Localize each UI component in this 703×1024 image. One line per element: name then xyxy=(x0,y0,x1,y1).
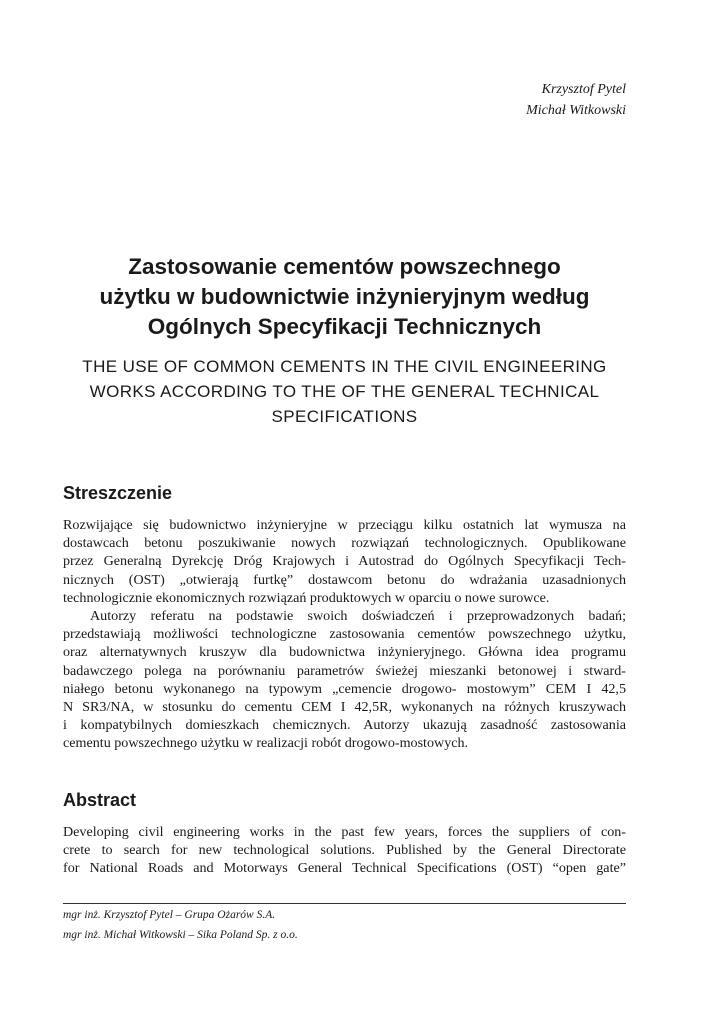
footnote-divider xyxy=(63,903,626,904)
text-line: Rozwijające się budownictwo inżynieryjne w przeciągu kilku ostatnich lat wymusza na xyxy=(63,517,626,533)
footnote: mgr inż. Michał Witkowski – Sika Poland Sp. z o.o. xyxy=(63,929,298,941)
text-line: Autorzy referatu na podstawie swoich doświadczeń i przeprowadzonych badań; xyxy=(90,607,626,624)
abstract-heading: Abstract xyxy=(63,790,137,810)
text-line: nicznych (OST) „otwierają furtkę” dostawcom betonu do wdrażania uzasadnionych xyxy=(63,571,626,588)
text-line: cementu powszechnego użytku w realizacji robót drogowo-mostowych. xyxy=(63,735,469,752)
abstract-paragraph xyxy=(63,823,626,878)
text-line: przez Generalną Dyrekcję Dróg Krajowych i Autostrad do Ogólnych Specyfikacji Tech- xyxy=(63,553,626,570)
paper-title-english-line: WORKS ACCORDING TO THE OF THE GENERAL TECHNICAL xyxy=(89,382,600,401)
authors-block xyxy=(526,79,626,121)
text-line: przedstawiają możliwości technologiczne zastosowania cementów powszechnego użytku, xyxy=(63,626,626,643)
paper-title-english xyxy=(61,354,628,429)
text-line: i kompatybilnych domieszkach chemicznych. Autorzy ukazują zasadność zastosowania xyxy=(63,717,626,734)
text-line: for National Roads and Motorways General Technical Specifications (OST) “open gate” xyxy=(63,860,626,877)
text-line: crete to search for new technological solutions. Published by the General Directorate xyxy=(63,842,626,859)
author-name: Michał Witkowski xyxy=(526,103,626,118)
text-line: Developing civil engineering works in the past few years, forces the suppliers of con- xyxy=(63,824,626,840)
author-name: Krzysztof Pytel xyxy=(541,82,626,97)
paper-title-line: użytku w budownictwie inżynieryjnym według xyxy=(99,284,590,309)
footnotes xyxy=(63,905,298,945)
text-line: N SR3/NA, w stosunku do cementu CEM I 42,5R, wykonanych na różnych kruszywach xyxy=(63,698,626,715)
paper-title-line: Ogólnych Specyfikacji Technicznych xyxy=(147,314,542,339)
text-line: technologicznie ekonomicznych rozwiązań produktowych w oparciu o nowe surowce. xyxy=(63,589,550,606)
text-line: badawczego polega na porównaniu parametrów świeżej mieszanki betonowej i stward- xyxy=(63,662,626,679)
text-line: dostawcach betonu poszukiwanie nowych rozwiązań technologicznych. Opublikowane xyxy=(63,535,626,552)
paper-title-english-line: THE USE OF COMMON CEMENTS IN THE CIVIL ENGINEERING xyxy=(82,357,607,376)
page xyxy=(63,0,626,1024)
paper-title-english-line: SPECIFICATIONS xyxy=(271,407,418,426)
paper-title-line: Zastosowanie cementów powszechnego xyxy=(128,254,561,279)
paper-title xyxy=(63,252,626,342)
text-line: oraz alternatywnych kruszyw dla budownictwa inżynieryjnego. Główna idea programu xyxy=(63,644,626,661)
streszczenie-heading: Streszczenie xyxy=(63,483,173,503)
text-line: niałego betonu wykonanego na typowym „cemencie drogowo- mostowym” CEM I 42,5 xyxy=(63,680,626,697)
streszczenie-paragraphs xyxy=(63,516,626,752)
footnote: mgr inż. Krzysztof Pytel – Grupa Ożarów S.A. xyxy=(63,909,276,921)
